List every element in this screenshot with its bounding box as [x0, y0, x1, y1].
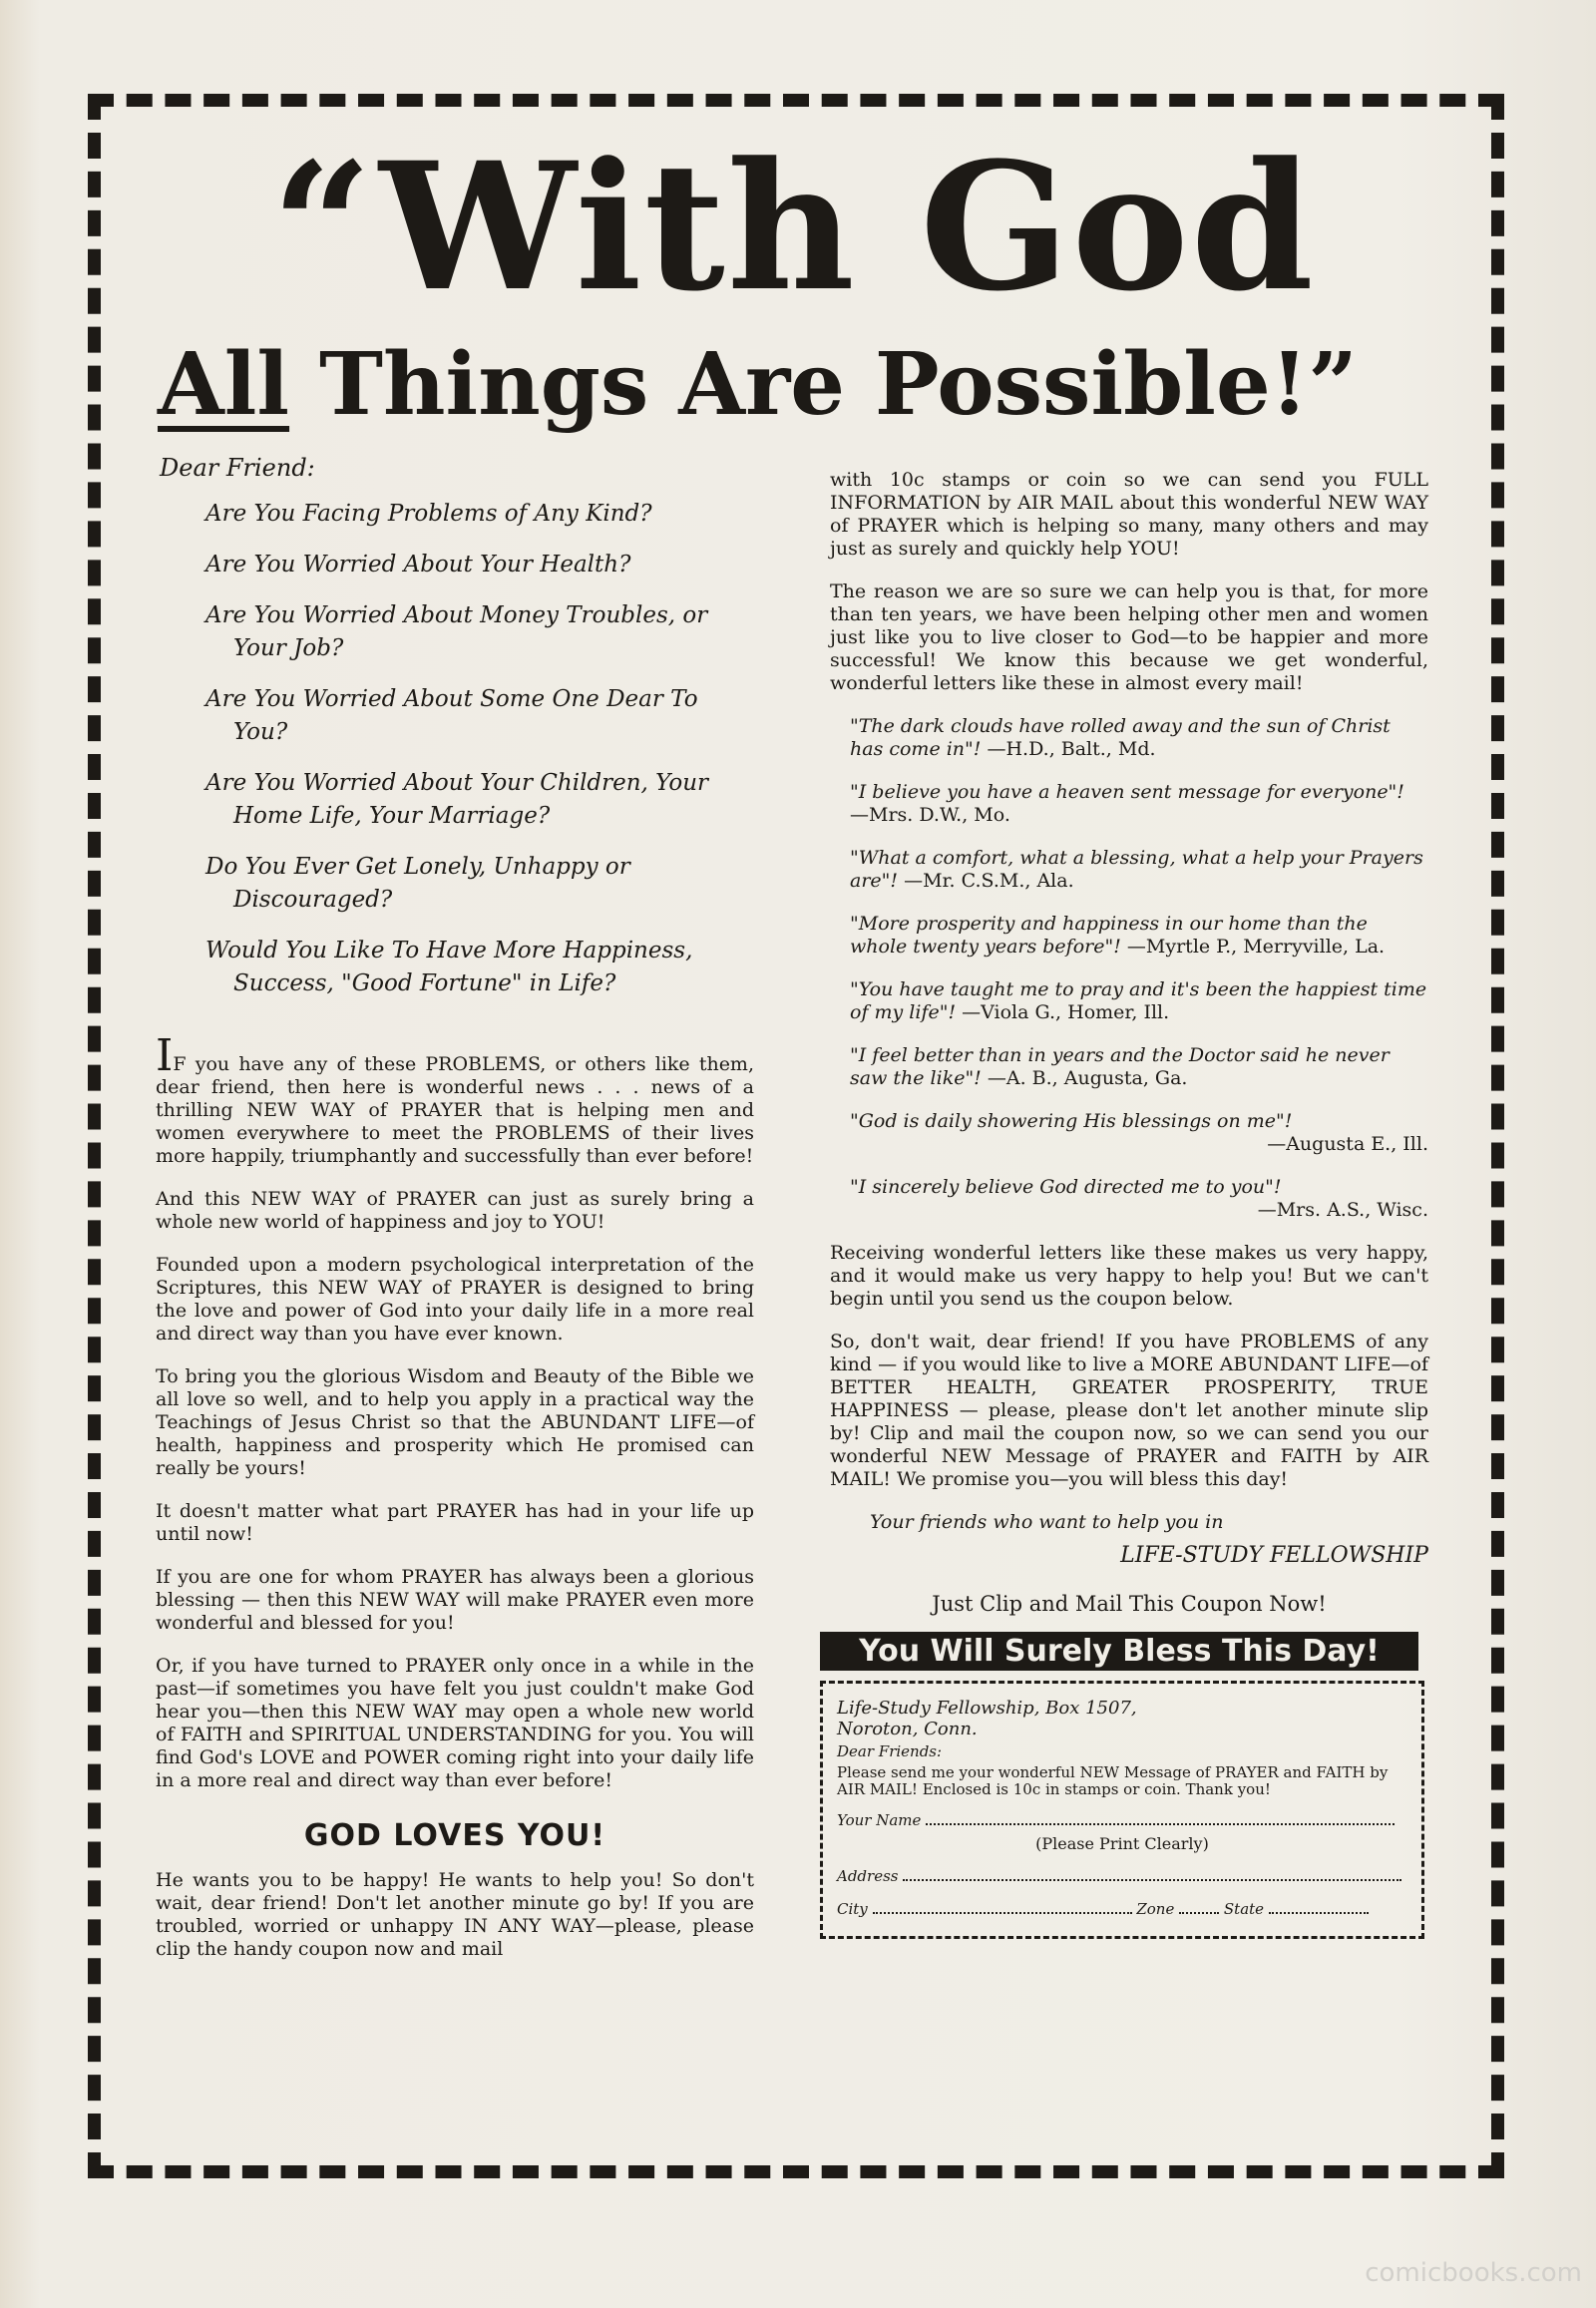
greeting: Dear Friend: — [160, 454, 315, 482]
question-item: Are You Worried About Money Troubles, or Your Job? — [205, 602, 708, 661]
body-paragraph-2: And this NEW WAY of PRAYER can just as surely bring a whole new world of happiness and joy to YOU! — [156, 1188, 754, 1233]
question-item: Are You Facing Problems of Any Kind? — [205, 501, 652, 527]
body-paragraph-6: If you are one for whom PRAYER has always been a glorious blessing — then this NEW WAY will make PRAYER even more wonderful and blessed for you! — [156, 1566, 754, 1634]
watermark: comicbooks.com — [1365, 2258, 1582, 2288]
testimonial — [850, 781, 1428, 827]
city-line[interactable] — [873, 1900, 1132, 1914]
testimonial-quote: "The dark clouds have rolled away and the sun of Christ has come in"! — [850, 715, 1391, 760]
testimonial-quote: "I sincerely believe God directed me to you"! — [850, 1176, 1282, 1198]
bless-this-day-banner: You Will Surely Bless This Day! — [820, 1632, 1418, 1671]
testimonial — [850, 1176, 1428, 1222]
body-paragraph-1 — [156, 1030, 754, 1168]
left-column — [156, 454, 754, 1981]
testimonial-author: —Viola G., Homer, Ill. — [962, 1001, 1170, 1023]
body-paragraph-5: It doesn't matter what part PRAYER has had in your life up until now! — [156, 1500, 754, 1545]
headline-line-2-rest: Things Are Possible!” — [289, 334, 1358, 435]
coupon-name-field[interactable] — [837, 1810, 1407, 1831]
print-clearly-hint: (Please Print Clearly) — [1035, 1834, 1209, 1853]
name-line[interactable] — [926, 1811, 1395, 1825]
testimonial — [850, 913, 1428, 959]
testimonial-author: —Augusta E., Ill. — [1267, 1133, 1428, 1155]
body-paragraph-3: Founded upon a modern psychological interpretation of the Scriptures, this NEW WAY of PRAYER is designed to bring the love and power of God into your daily life in a more real and direct way than you have ever known. — [156, 1254, 754, 1345]
coupon-address-field[interactable] — [837, 1866, 1407, 1887]
testimonial-author: —Myrtle P., Merryville, La. — [1126, 936, 1386, 958]
mail-coupon — [820, 1681, 1424, 1939]
body-paragraph-8: He wants you to be happy! He wants to help you! So don't wait, dear friend! Don't let another minute go by! If you are troubled, worried or unhappy IN ANY WAY—please, please clip the handy coupon now and mail — [156, 1869, 754, 1960]
testimonial — [850, 1110, 1428, 1156]
zone-label: Zone — [1136, 1900, 1175, 1918]
testimonial-author: —H.D., Balt., Md. — [987, 738, 1156, 760]
right-paragraph-1: with 10c stamps or coin so we can send you FULL INFORMATION by AIR MAIL about this wonderful NEW WAY of PRAYER which is helping so many, many others and may just as surely and quickly help YOU! — [830, 469, 1428, 560]
right-paragraph-3: Receiving wonderful letters like these makes us very happy, and it would make us very happy to help you! But we can't begin until you send us the coupon below. — [830, 1242, 1428, 1310]
coupon-city-field[interactable] — [837, 1899, 1407, 1920]
address-line[interactable] — [903, 1867, 1401, 1881]
question-item: Are You Worried About Your Health? — [205, 552, 631, 577]
clip-coupon-line: Just Clip and Mail This Coupon Now! — [932, 1592, 1327, 1616]
body-paragraph-1-text: F you have any of these PROBLEMS, or others like them, dear friend, then here is wonderful news . . . news of a thrilling NEW WAY of PRAYER that is helping men and women everywhere to meet the PROBLEMS of their lives more happily, triumphantly and successfully than ever before! — [156, 1053, 754, 1167]
signature: LIFE-STUDY FELLOWSHIP — [1120, 1543, 1428, 1568]
zone-line[interactable] — [1179, 1900, 1219, 1914]
state-label: State — [1223, 1900, 1265, 1918]
testimonial — [850, 715, 1428, 761]
headline-line-2 — [158, 335, 1454, 435]
coupon-address-1: Life-Study Fellowship, Box 1507, — [837, 1698, 1137, 1719]
testimonial — [850, 978, 1428, 1024]
coupon-body: Please send me your wonderful NEW Message of PRAYER and FAITH by AIR MAIL! Enclosed is 10c in stamps or coin. Thank you! — [837, 1763, 1389, 1798]
testimonial-author: —A. B., Augusta, Ga. — [987, 1067, 1188, 1089]
city-label: City — [837, 1900, 868, 1918]
testimonial-quote: "I feel better than in years and the Doctor said he never saw the like"! — [850, 1044, 1390, 1089]
question-item: Are You Worried About Your Children, Your Home Life, Your Marriage? — [205, 770, 709, 829]
signoff: Your friends who want to help you in — [870, 1511, 1224, 1533]
testimonial-quote: "More prosperity and happiness in our home than the whole twenty years before"! — [850, 913, 1368, 958]
testimonial-author: —Mr. C.S.M., Ala. — [904, 870, 1074, 892]
headline-all-underlined: All — [158, 334, 290, 435]
body-paragraph-4: To bring you the glorious Wisdom and Beauty of the Bible we all love so well, and to help you apply in a practical way the Teachings of Jesus Christ so that the ABUNDANT LIFE—of health, happiness and prosperity which He promised can really be yours! — [156, 1365, 754, 1479]
state-line[interactable] — [1269, 1900, 1369, 1914]
testimonial-quote: "You have taught me to pray and it's been the happiest time of my life"! — [850, 978, 1427, 1023]
body-paragraph-7: Or, if you have turned to PRAYER only once in a while in the past—if sometimes you have felt you just couldn't make God hear you—then this NEW WAY may open a whole new world of FAITH and SPIRITUAL UNDERSTANDING for you. You will find God's LOVE and POWER coming right into your daily life in a more real and direct way than ever before! — [156, 1655, 754, 1791]
address-label: Address — [837, 1867, 899, 1885]
right-paragraph-4: So, don't wait, dear friend! If you have PROBLEMS of any kind — if you would like to live a MORE ABUNDANT LIFE—of BETTER HEALTH, GREATER PROSPERITY, TRUE HAPPINESS — please, please don't let another minute slip by! Clip and mail the coupon now, so we can send you our wonderful NEW Message of PRAYER and FAITH by AIR MAIL! We promise you—you will bless this day! — [830, 1331, 1428, 1490]
name-label: Your Name — [837, 1811, 922, 1829]
drop-cap: I — [156, 1030, 174, 1081]
question-item: Would You Like To Have More Happiness, Success, "Good Fortune" in Life? — [205, 938, 693, 996]
coupon-dear: Dear Friends: — [837, 1742, 943, 1760]
testimonial — [850, 847, 1428, 893]
testimonial-quote: "God is daily showering His blessings on me"! — [850, 1110, 1293, 1132]
headline-line-1: “With God — [271, 124, 1316, 330]
coupon-address-2: Noroton, Conn. — [837, 1719, 978, 1739]
testimonial-quote: "What a comfort, what a blessing, what a help your Prayers are"! — [850, 847, 1423, 892]
testimonial-author: —Mrs. A.S., Wisc. — [1257, 1199, 1428, 1221]
testimonial-quote: "I believe you have a heaven sent message for everyone"! — [850, 781, 1404, 803]
right-column — [830, 469, 1428, 1939]
god-loves-you-subhead: GOD LOVES YOU! — [303, 1818, 606, 1853]
testimonial — [850, 1044, 1428, 1090]
right-paragraph-2: The reason we are so sure we can help you is that, for more than ten years, we have been helping other men and women just like you to live closer to God—to be happier and more successful! We know this because we get wonderful, wonderful letters like these in almost every mail! — [830, 580, 1428, 694]
question-item: Do You Ever Get Lonely, Unhappy or Discouraged? — [205, 854, 630, 913]
testimonial-author: —Mrs. D.W., Mo. — [850, 804, 1010, 826]
question-item: Are You Worried About Some One Dear To You? — [205, 686, 698, 745]
